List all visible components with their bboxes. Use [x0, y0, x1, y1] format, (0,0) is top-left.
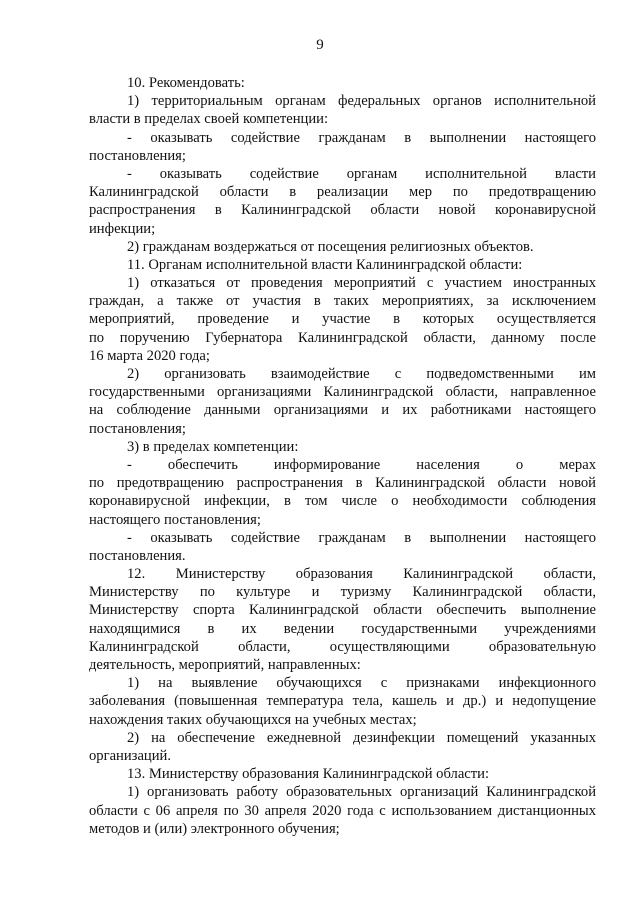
text-line: граждан, а также от участия в таких мероприятиях, за исключением: [89, 293, 596, 310]
text-line: Министерству по культуре и туризму Калининградской области,: [89, 584, 596, 601]
text-line: 2) на обеспечение ежедневной дезинфекции помещений указанных: [127, 729, 596, 746]
text-line: распространения в Калининградской области новой коронавирусной: [89, 202, 596, 219]
text-line: организаций.: [89, 747, 171, 764]
text-line: постановления.: [89, 547, 186, 564]
text-line: инфекции;: [89, 220, 156, 237]
text-line: настоящего постановления;: [89, 511, 261, 528]
text-line: коронавирусной инфекции, в том числе о необходимости соблюдения: [89, 493, 596, 510]
text-line: 2) гражданам воздержаться от посещения религиозных объектов.: [127, 238, 534, 255]
text-line: Калининградской области, осуществляющими образовательную: [89, 638, 596, 655]
text-line: на соблюдение данными организациями и их работниками настоящего: [89, 402, 596, 419]
text-line: 2) организовать взаимодействие с подведомственными им: [127, 366, 596, 382]
text-line: 12. Министерству образования Калининградской области,: [127, 566, 596, 583]
text-line: 1) территориальным органам федеральных органов исполнительной: [127, 93, 596, 110]
text-line: деятельность, мероприятий, направленных:: [89, 657, 361, 673]
text-line: 1) организовать работу образовательных организаций Калининградской: [127, 784, 596, 801]
text-line: по предотвращению распространения в Калининградской области новой: [89, 475, 596, 492]
text-line: - оказывать содействие гражданам в выполнении настоящего: [127, 129, 596, 146]
text-line: государственными организациями Калининградской области, направленное: [89, 384, 596, 401]
text-line: власти в пределах своей компетенции:: [89, 111, 329, 128]
text-line: - обеспечить информирование населения о мерах: [127, 456, 596, 473]
text-line: 11. Органам исполнительной власти Калининградской области:: [127, 256, 523, 273]
text-line: постановления;: [89, 420, 186, 437]
text-line: по поручению Губернатора Калининградской области, данному после: [89, 329, 596, 346]
text-line: Министерству спорта Калининградской области обеспечить выполнение: [89, 602, 596, 619]
text-line: нахождения таких обучающихся на учебных местах;: [89, 711, 417, 728]
text-line: - оказывать содействие органам исполнительной власти: [127, 165, 596, 182]
text-line: 10. Рекомендовать:: [127, 75, 245, 91]
text-line: 1) отказаться от проведения мероприятий с участием иностранных: [127, 275, 596, 292]
text-line: мероприятий, проведение и участие в которых осуществляется: [89, 311, 596, 328]
text-line: постановления;: [89, 147, 186, 164]
text-line: 13. Министерству образования Калининградской области:: [127, 766, 490, 783]
text-line: методов и (или) электронного обучения;: [89, 820, 340, 837]
text-line: Калининградской области в реализации мер по предотвращению: [89, 184, 596, 201]
page-number: 9: [316, 37, 324, 53]
text-line: области с 06 апреля по 30 апреля 2020 года с использованием дистанционных: [89, 802, 596, 819]
text-line: - оказывать содействие гражданам в выполнении настоящего: [127, 529, 596, 546]
document-body: [89, 74, 596, 838]
text-line: 3) в пределах компетенции:: [127, 438, 299, 455]
text-line: находящимися в их ведении государственными учреждениями: [89, 620, 596, 637]
text-line: заболевания (повышенная температура тела, кашель и др.) и недопущение: [89, 693, 596, 710]
text-line: 1) на выявление обучающихся с признаками инфекционного: [127, 675, 596, 692]
text-line: 16 марта 2020 года;: [89, 347, 210, 364]
